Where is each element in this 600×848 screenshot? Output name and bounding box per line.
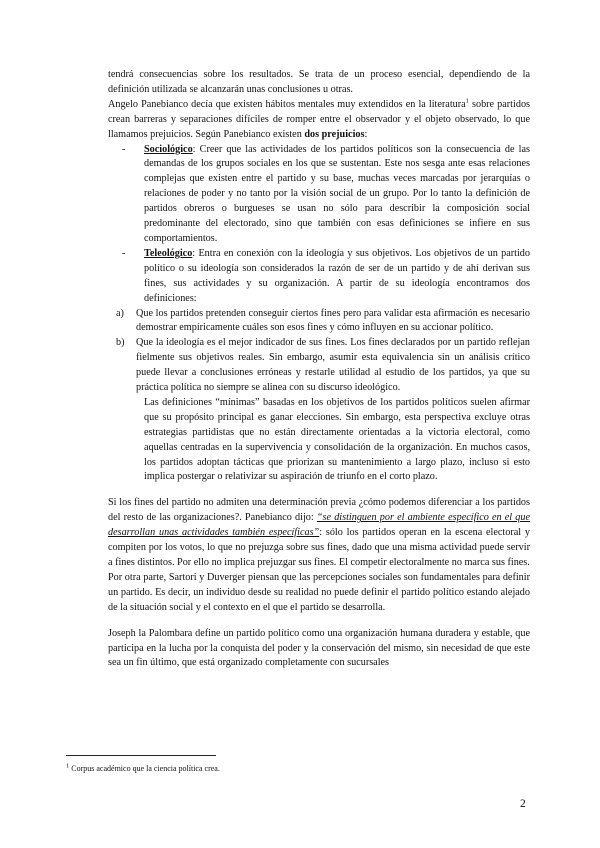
fines-text-cont: : sólo los partidos operan en la escena electoral y compiten por los votos, lo que no prejuzga sobre sus fines, dado que una misma actividad puede servir a fines distintos. Por ello no implica prejuzgar sus fines. El competir electoralmente no marca sus fines.: [108, 527, 530, 568]
intro-text: Angelo Panebianco decía que existen hábitos mentales muy extendidos en la literatura: [108, 98, 466, 110]
prejudice-text: : Entra en conexión con la ideología y sus objetivos. Los objetivos de un partido político o su ideología son considerados la razón de ser de un partido y de ahí derivan sus fines, sus actividades y su organización. A partir de su ideología encontramos dos definiciones:: [144, 247, 530, 304]
palombara-paragraph: Joseph la Palombara define un partido político como una organización humana duradera y estable, que participa en la lucha por la conquista del poder y la conservación del mismo, sin necesidad de que este sea un fin último, que está organizado completamente con sucursales: [108, 627, 530, 669]
minimal-definitions-paragraph: Las definiciones “mínimas” basadas en los objetivos de los partidos políticos suelen afirmar que su propósito principal es ganar elecciones. Sin embargo, esta perspectiva excluye otras estrategias partidistas que no están directamente orientadas a la victoria electoral, como aquellas centradas en la supervivencia y consolidación de la organización. En muchos casos, los partidos adoptan tácticas que priorizan su mantenimiento a largo plazo, incluso si esto implica postergar o relativizar su aspiración de triunfo en el corto plazo.: [144, 396, 530, 483]
dash-bullet: -: [122, 247, 126, 259]
main-text: [108, 68, 530, 671]
footnote-separator: [66, 755, 216, 756]
intro-text-cont: sobre partidos crean barreras y separaciones difíciles de romper entre el observador y el objeto observado, lo que llamamos prejuicios. Según Panebianco existen: [108, 98, 530, 140]
list-marker: b): [116, 337, 125, 349]
fines-paragraph: [108, 496, 530, 571]
definition-a: [108, 307, 530, 337]
intro-bold: dos prejuicios: [304, 128, 365, 140]
prejudice-sociologico: [108, 143, 530, 247]
prejudice-term: Sociológico: [144, 143, 193, 155]
intro-colon: :: [364, 128, 368, 140]
prejudice-text: : Creer que las actividades de los partidos políticos son la consecuencia de las demandas de los grupos sociales en los que se sustentan. Este nos sesga ante esas relaciones complejas que existen entre el partido y su base, muchas veces marcadas por jerarquías o relaciones de poder y no tanto por la visión social de un grupo. Por lo tanto la definición de partidos obreros o burgueses se usan no sólo para describir la composición social predominante del electorado, sino que también con esas definiciones se infiere en sus comportamientos.: [144, 143, 530, 244]
prejudice-teleologico: [108, 247, 530, 307]
dash-bullet: -: [122, 143, 126, 155]
footnote-marker: 1: [66, 762, 70, 770]
footnote-reference[interactable]: 1: [465, 97, 469, 105]
definition-text: Que la ideología es el mejor indicador de sus fines. Los fines declarados por un partido reflejan fielmente sus objetivos reales. Sin embargo, asumir esta equivalencia sin un análisis crítico puede llevar a conclusiones erróneas y restarle utilidad al estudio de los partidos, ya que su práctica política no siempre se alinea con su discurso ideológico.: [136, 337, 530, 394]
footnote-text: Corpus académico que la ciencia política crea.: [69, 764, 220, 773]
page-number: 2: [520, 798, 526, 810]
list-marker: a): [116, 307, 124, 319]
definition-b: [108, 336, 530, 396]
definition-text: Que los partidos pretenden conseguir ciertos fines pero para validar esta afirmación es necesario demostrar empíricamente cuáles son esos fines y cómo influyen en su accionar político.: [136, 307, 530, 334]
intro-paragraph: [108, 98, 530, 143]
panebianco-quote: “se distinguen por el ambiente específico en el que desarrollan unas actividades también específicas”: [108, 512, 530, 539]
sartori-paragraph: Por otra parte, Sartori y Duverger piensan que las percepciones sociales son fundamentales para definir un partido. Es decir, un individuo desde su realidad no puede definir el partido político estando alejado de la situación social y el contexto en el que el partido se desarrolla.: [108, 571, 530, 613]
prejudice-term: Teleológico: [144, 247, 193, 259]
footnote: [66, 764, 220, 774]
continuation-paragraph: tendrá consecuencias sobre los resultados. Se trata de un proceso esencial, dependiendo de la definición utilizada se alcanzarán unas conclusiones u otras.: [108, 69, 530, 95]
fines-text: Si los fines del partido no admiten una determinación previa ¿cómo podemos diferenciar a los partidos del resto de las organizaciones?. Panebianco dijo:: [108, 497, 530, 524]
